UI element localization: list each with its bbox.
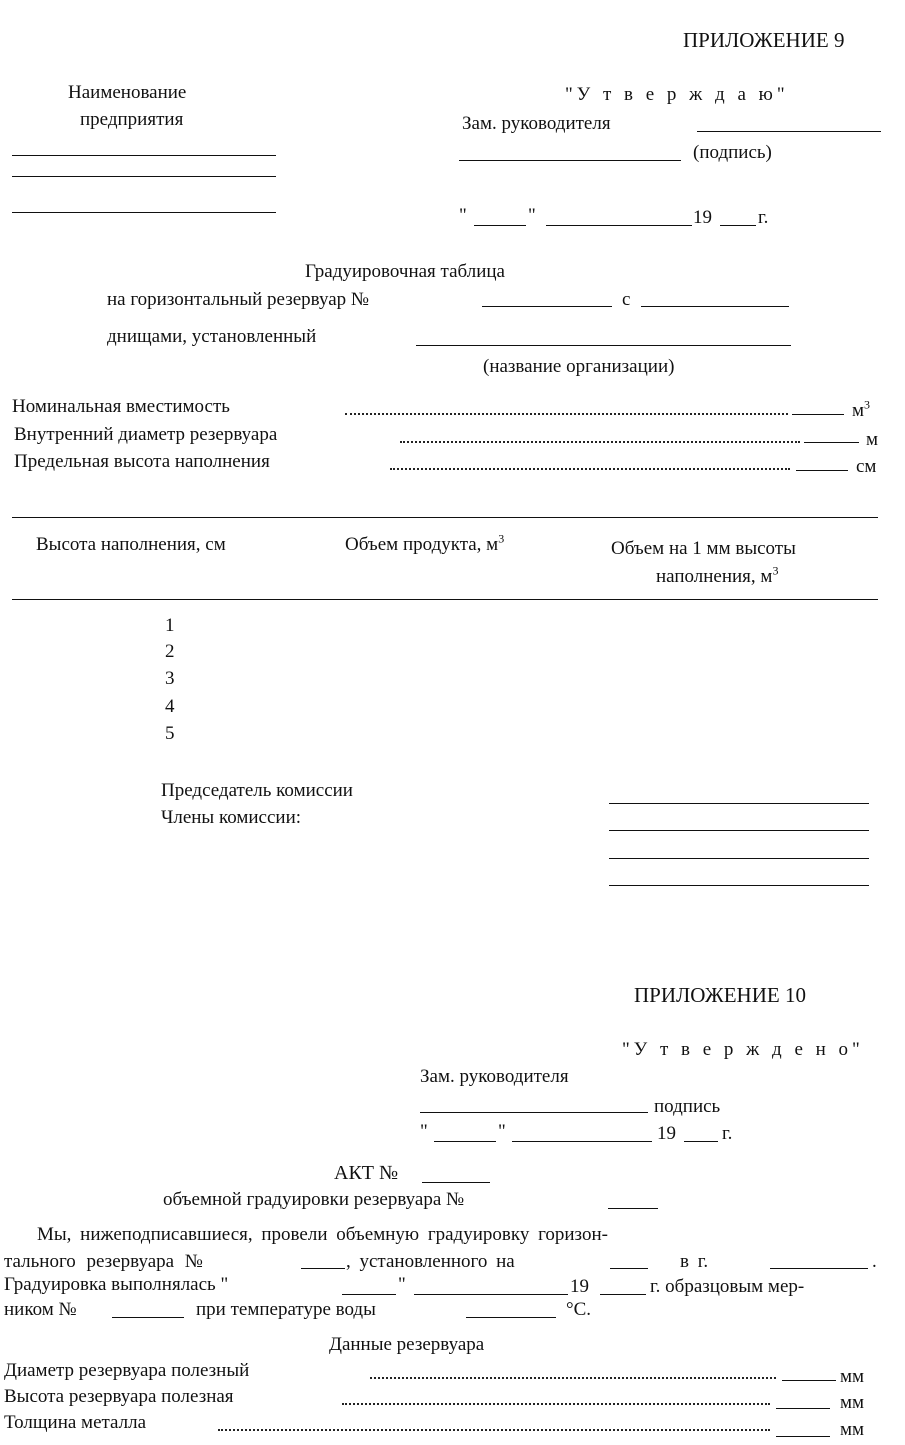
body-city-blank[interactable]: [770, 1268, 868, 1269]
table-row-number: 4: [165, 696, 175, 717]
date-open-quote: ": [459, 205, 467, 226]
with-blank[interactable]: [641, 306, 789, 307]
deputy-label-10: Зам. руководителя: [420, 1066, 569, 1087]
column-header-volume-per-mm: Объем на 1 мм высоты: [611, 538, 796, 559]
dot-leader: [342, 1403, 770, 1405]
deputy-label: Зам. руководителя: [462, 113, 611, 134]
with-label: с: [622, 289, 631, 310]
organization-hint: (название организации): [483, 356, 675, 377]
org-name-blank-3[interactable]: [12, 212, 276, 213]
act-body-line2a: тального резервуара №: [4, 1251, 203, 1272]
param-value-blank[interactable]: [804, 442, 859, 443]
bottoms-label: днищами, установленный: [107, 326, 317, 347]
date-month-blank-10[interactable]: [512, 1141, 652, 1142]
act-body-line4a: ником №: [4, 1299, 77, 1320]
dot-leader: [370, 1377, 776, 1379]
act-title: АКТ №: [334, 1162, 399, 1184]
date-day-blank[interactable]: [474, 225, 526, 226]
table-row-number: 1: [165, 615, 175, 636]
body-month-blank[interactable]: [414, 1294, 568, 1295]
dot-leader: [218, 1429, 770, 1431]
dot-leader: [400, 441, 800, 443]
act-body-line3c: 19: [570, 1276, 589, 1297]
appendix-9-heading: ПРИЛОЖЕНИЕ 9: [683, 28, 845, 52]
act-body-line3d: г. образцовым мер-: [650, 1276, 805, 1297]
act-body-line2-period: .: [872, 1251, 877, 1272]
date-close-quote-10: ": [498, 1121, 506, 1142]
act-body-line3b: ": [398, 1274, 406, 1295]
date-year-prefix-10: 19: [657, 1123, 676, 1144]
body-water-temp-blank[interactable]: [466, 1317, 556, 1318]
param-value-blank[interactable]: [792, 414, 844, 415]
body-reservoir-number-blank[interactable]: [301, 1268, 345, 1269]
approve-label: "У т в е р ж д а ю": [565, 84, 789, 105]
org-name-blank-2[interactable]: [12, 176, 276, 177]
body-year-blank[interactable]: [600, 1294, 646, 1295]
table-row-number: 2: [165, 641, 175, 662]
reservoir-label: на горизонтальный резервуар №: [107, 289, 370, 310]
act-number-blank[interactable]: [422, 1182, 490, 1183]
date-year-suffix: г.: [758, 207, 769, 228]
org-label-line1: Наименование: [68, 82, 187, 103]
act-body-line1: Мы, нижеподписавшиеся, провели объемную градуировку горизон-: [37, 1224, 608, 1245]
param-unit: м: [866, 429, 879, 450]
date-month-blank[interactable]: [546, 225, 692, 226]
date-year-prefix: 19: [693, 207, 712, 228]
body-measure-number-blank[interactable]: [112, 1317, 184, 1318]
data-row-unit: мм: [840, 1419, 865, 1440]
approved-label: "У т в е р ж д е н о": [622, 1039, 864, 1060]
body-location-blank[interactable]: [610, 1268, 648, 1269]
member-signature-blank[interactable]: [609, 830, 869, 831]
table-row-number: 5: [165, 723, 175, 744]
act-body-line4c: °С.: [566, 1299, 592, 1320]
chairman-label: Председатель комиссии: [161, 780, 353, 801]
param-value-blank[interactable]: [796, 470, 848, 471]
reservoir-number-blank-10[interactable]: [608, 1208, 658, 1209]
dot-leader: [345, 413, 788, 415]
data-row-blank[interactable]: [776, 1408, 830, 1409]
data-heading: Данные резервуара: [329, 1334, 485, 1355]
table-header-rule: [12, 599, 878, 600]
table-row-number: 3: [165, 668, 175, 689]
param-unit: см: [856, 456, 877, 477]
date-year-blank[interactable]: [720, 225, 756, 226]
date-day-blank-10[interactable]: [434, 1141, 496, 1142]
date-year-suffix-10: г.: [722, 1123, 733, 1144]
act-body-line4b: при температуре воды: [196, 1299, 376, 1320]
table-title: Градуировочная таблица: [305, 261, 505, 282]
date-year-blank-10[interactable]: [684, 1141, 718, 1142]
data-row-unit: мм: [840, 1392, 865, 1413]
body-day-blank[interactable]: [342, 1294, 396, 1295]
param-label: Внутренний диаметр резервуара: [14, 424, 278, 445]
reservoir-number-blank[interactable]: [482, 306, 612, 307]
table-top-rule: [12, 517, 878, 518]
deputy-name-blank[interactable]: [697, 131, 881, 132]
act-body-line3a: Градуировка выполнялась ": [4, 1274, 229, 1295]
member-signature-blank[interactable]: [609, 858, 869, 859]
appendix-10-heading: ПРИЛОЖЕНИЕ 10: [634, 983, 806, 1007]
signature-label: (подпись): [693, 142, 772, 163]
signature-blank[interactable]: [459, 160, 681, 161]
column-header-volume-per-mm-line2: наполнения, $м^3$: [656, 563, 779, 587]
chairman-signature-blank[interactable]: [609, 803, 869, 804]
org-label-line2: предприятия: [80, 109, 184, 130]
signature-label-10: подпись: [654, 1096, 721, 1117]
org-name-blank-1[interactable]: [12, 155, 276, 156]
column-header-volume: Объем продукта, $м^3$: [345, 531, 505, 555]
dot-leader: [390, 468, 790, 470]
param-label: Предельная высота наполнения: [14, 451, 270, 472]
data-row-blank[interactable]: [776, 1436, 830, 1437]
organization-blank[interactable]: [416, 345, 791, 346]
date-close-quote: ": [528, 205, 536, 226]
signature-blank-10[interactable]: [420, 1112, 648, 1113]
act-subtitle: объемной градуировки резервуара №: [163, 1189, 465, 1210]
param-unit: $м^3$: [852, 397, 871, 421]
data-row-label: Высота резервуара полезная: [4, 1386, 234, 1407]
data-row-label: Толщина металла: [4, 1412, 147, 1433]
column-header-height: Высота наполнения, см: [36, 534, 226, 555]
data-row-label: Диаметр резервуара полезный: [4, 1360, 250, 1381]
date-open-quote-10: ": [420, 1121, 428, 1142]
data-row-unit: мм: [840, 1366, 865, 1387]
data-row-blank[interactable]: [782, 1380, 836, 1381]
member-signature-blank[interactable]: [609, 885, 869, 886]
members-label: Члены комиссии:: [161, 807, 302, 828]
act-body-line2c: в г.: [680, 1251, 709, 1272]
act-body-line2b: , установленного на: [346, 1251, 515, 1272]
param-label: Номинальная вместимость: [12, 396, 230, 417]
